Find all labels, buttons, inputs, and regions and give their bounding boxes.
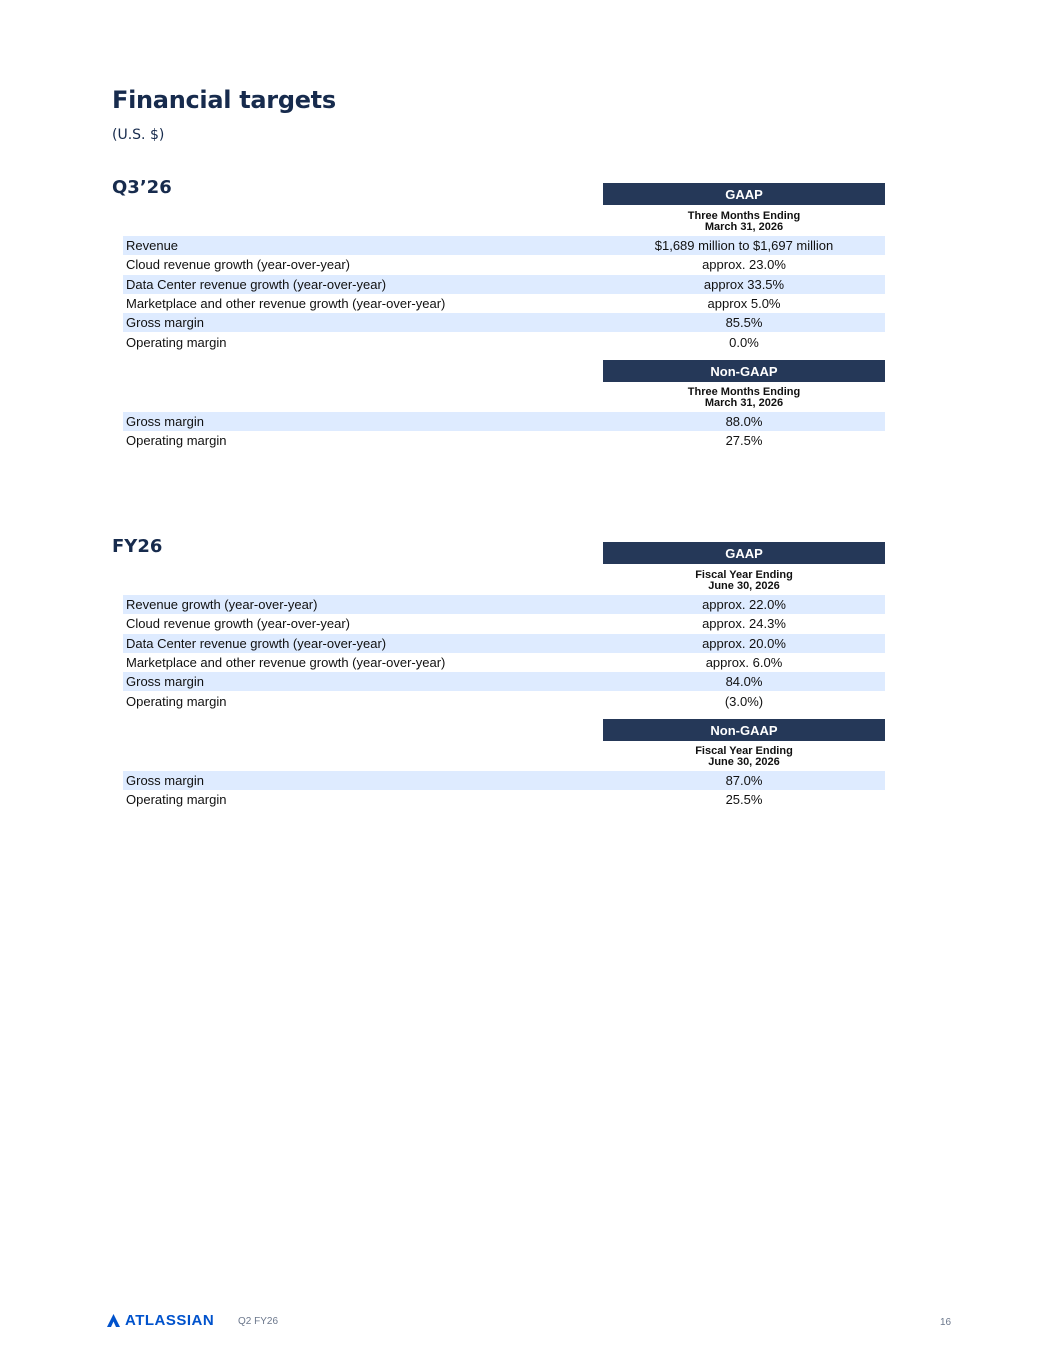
fy-gaap-header: GAAP <box>603 542 885 564</box>
page-number: 16 <box>940 1317 952 1328</box>
currency-note: (U.S. $) <box>112 127 165 143</box>
row-label: Data Center revenue growth (year-over-year) <box>126 635 387 651</box>
row-label: Gross margin <box>126 315 205 331</box>
page-title: Financial targets <box>112 86 336 114</box>
fy-nongaap-period-line2: June 30, 2026 <box>708 755 780 768</box>
q3-gaap-header: GAAP <box>603 183 885 205</box>
row-value: approx 33.5% <box>703 276 785 292</box>
q3-gaap-period-line1: Three Months Ending <box>687 209 801 222</box>
q3-nongaap-row <box>123 412 885 431</box>
q3-nongaap-period-line1: Three Months Ending <box>687 385 801 398</box>
q3-gaap-row <box>123 294 885 313</box>
q3-nongaap-period-line2: March 31, 2026 <box>704 396 784 409</box>
q3-gaap-row <box>123 236 885 255</box>
row-label: Gross margin <box>126 414 205 429</box>
row-label: Marketplace and other revenue growth (year-over-year) <box>126 295 446 311</box>
fy-gaap-period-line1: Fiscal Year Ending <box>695 568 793 581</box>
q3-gaap-row <box>123 333 885 352</box>
fy-gaap-row <box>123 614 885 633</box>
section-label-fy: FY26 <box>112 536 163 557</box>
row-value: approx. 6.0% <box>705 654 783 670</box>
row-label: Operating margin <box>126 693 227 709</box>
row-value: 84.0% <box>725 674 763 690</box>
q3-gaap-row <box>123 313 885 332</box>
atlassian-logo <box>107 1312 214 1329</box>
row-label: Gross margin <box>126 674 205 690</box>
fy-gaap-row <box>123 692 885 711</box>
fy-gaap-row <box>123 634 885 653</box>
row-label: Revenue <box>126 238 179 253</box>
row-value: approx. 22.0% <box>702 597 786 612</box>
fy-nongaap-period <box>603 742 885 772</box>
row-label: Revenue growth (year-over-year) <box>126 597 318 612</box>
row-value: 87.0% <box>725 773 763 788</box>
q3-nongaap-header: Non-GAAP <box>603 360 885 382</box>
q3-gaap-row <box>123 275 885 294</box>
q3-gaap-period <box>603 207 885 237</box>
q3-nongaap-row <box>123 431 885 450</box>
row-value: (3.0%) <box>724 693 764 709</box>
row-label: Cloud revenue growth (year-over-year) <box>126 257 350 273</box>
fy-gaap-row <box>123 672 885 691</box>
fy-gaap-row <box>123 653 885 672</box>
row-label: Data Center revenue growth (year-over-year) <box>126 276 387 292</box>
row-value: approx 5.0% <box>707 295 781 311</box>
fy-nongaap-row <box>123 790 885 809</box>
fy-nongaap-header: Non-GAAP <box>603 719 885 741</box>
brand-name: ATLASSIAN <box>125 1312 215 1329</box>
fy-nongaap-row <box>123 771 885 790</box>
section-label-q3: Q3’26 <box>112 177 172 198</box>
row-label: Operating margin <box>126 334 227 350</box>
row-value: 25.5% <box>725 792 763 808</box>
row-label: Operating margin <box>126 792 227 808</box>
row-label: Marketplace and other revenue growth (year-over-year) <box>126 654 446 670</box>
row-value: 27.5% <box>725 433 763 449</box>
row-value: $1,689 million to $1,697 million <box>654 238 834 253</box>
row-label: Cloud revenue growth (year-over-year) <box>126 616 350 632</box>
q3-gaap-row <box>123 255 885 274</box>
footer-period: Q2 FY26 <box>238 1316 279 1327</box>
row-label: Operating margin <box>126 433 227 449</box>
fy-gaap-period-line2: June 30, 2026 <box>708 579 780 592</box>
fy-gaap-row <box>123 595 885 614</box>
row-value: approx. 24.3% <box>702 616 786 632</box>
row-value: 88.0% <box>725 414 763 429</box>
q3-nongaap-period <box>603 383 885 413</box>
q3-gaap-period-line2: March 31, 2026 <box>704 220 784 233</box>
row-value: 0.0% <box>729 334 759 350</box>
row-value: 85.5% <box>725 315 763 331</box>
fy-nongaap-period-line1: Fiscal Year Ending <box>695 744 793 757</box>
row-label: Gross margin <box>126 773 205 788</box>
fy-gaap-period <box>603 566 885 596</box>
row-value: approx. 23.0% <box>702 257 786 273</box>
atlassian-logo-icon <box>107 1314 120 1327</box>
row-value: approx. 20.0% <box>702 635 786 651</box>
